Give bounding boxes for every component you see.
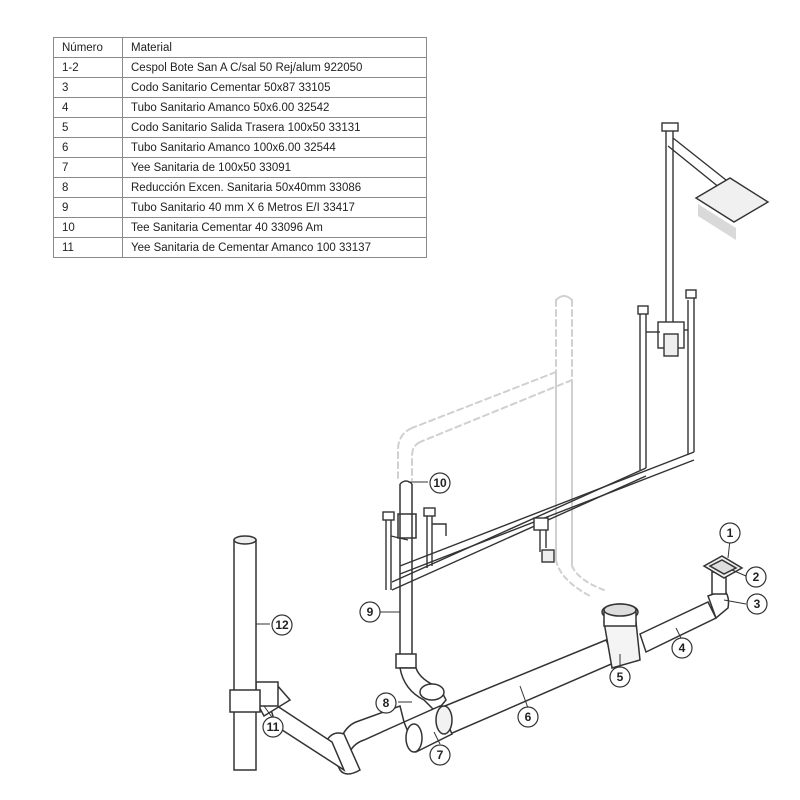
- cell-numero: 9: [54, 198, 123, 218]
- callout-label: 10: [433, 476, 447, 490]
- cell-material: Yee Sanitaria de 100x50 33091: [123, 158, 427, 178]
- callout-label: 8: [382, 696, 390, 710]
- callout-label: 12: [275, 618, 289, 632]
- cell-numero: 5: [54, 118, 123, 138]
- callout-6: [518, 707, 538, 727]
- header-numero: Número: [54, 38, 123, 58]
- callout-7: [430, 745, 450, 765]
- callout-3: [747, 594, 767, 614]
- callout-label: 5: [616, 670, 624, 684]
- shower-arm-fitting: [662, 123, 678, 131]
- reduction-8: [400, 668, 446, 712]
- callout-label: 11: [266, 720, 280, 734]
- cell-material: Codo Sanitario Cementar 50x87 33105: [123, 78, 427, 98]
- cell-material: Tee Sanitaria Cementar 40 33096 Am: [123, 218, 427, 238]
- cell-material: Tubo Sanitario Amanco 50x6.00 32542: [123, 98, 427, 118]
- cell-material: Tubo Sanitario 40 mm X 6 Metros E/I 33417: [123, 198, 427, 218]
- cell-numero: 7: [54, 158, 123, 178]
- supply-line-upper: [400, 452, 694, 566]
- ghost-pipes: [398, 296, 604, 596]
- shower-arm: [668, 138, 726, 188]
- header-material: Material: [123, 38, 427, 58]
- callout-label: 4: [678, 641, 686, 655]
- cell-numero: 6: [54, 138, 123, 158]
- ghost-elbow-left: [398, 428, 420, 480]
- callout-8: [376, 693, 396, 713]
- callout-label: 1: [726, 526, 734, 540]
- callout-1: [720, 523, 740, 543]
- vent-pipe-12: [234, 540, 256, 770]
- cell-material: Tubo Sanitario Amanco 100x6.00 32544: [123, 138, 427, 158]
- cell-material: Codo Sanitario Salida Trasera 100x50 33131: [123, 118, 427, 138]
- cell-numero: 8: [54, 178, 123, 198]
- cell-numero: 3: [54, 78, 123, 98]
- cell-numero: 10: [54, 218, 123, 238]
- ghost-riser-right: [556, 372, 572, 566]
- callout-2: [746, 567, 766, 587]
- cell-material: Yee Sanitaria de Cementar Amanco 100 33137: [123, 238, 427, 258]
- pipe-9-riser: [396, 481, 416, 668]
- callout-9: [360, 602, 380, 622]
- callout-5: [610, 667, 630, 687]
- cell-numero: 11: [54, 238, 123, 258]
- callout-label: 3: [753, 597, 761, 611]
- ghost-riser-top: [556, 300, 572, 380]
- pipe-4-branch: [640, 556, 742, 652]
- callout-12: [272, 615, 292, 635]
- callout-4: [672, 638, 692, 658]
- callout-label: 6: [524, 710, 532, 724]
- callout-label: 2: [752, 570, 760, 584]
- callout-10: [430, 473, 450, 493]
- pipe-left-run: [230, 536, 404, 774]
- ghost-elbow-top: [556, 296, 572, 300]
- ghost-horizontal-upper: [412, 372, 572, 442]
- shower-assembly: [392, 123, 768, 590]
- cell-material: Reducción Excen. Sanitaria 50x40mm 33086: [123, 178, 427, 198]
- callout-label: 7: [436, 748, 444, 762]
- ghost-drop-to-drain: [556, 560, 604, 596]
- callout-label: 9: [366, 605, 374, 619]
- callout-11: [263, 717, 283, 737]
- cell-numero: 1-2: [54, 58, 123, 78]
- cell-material: Cespol Bote San A C/sal 50 Rej/alum 922050: [123, 58, 427, 78]
- cell-numero: 4: [54, 98, 123, 118]
